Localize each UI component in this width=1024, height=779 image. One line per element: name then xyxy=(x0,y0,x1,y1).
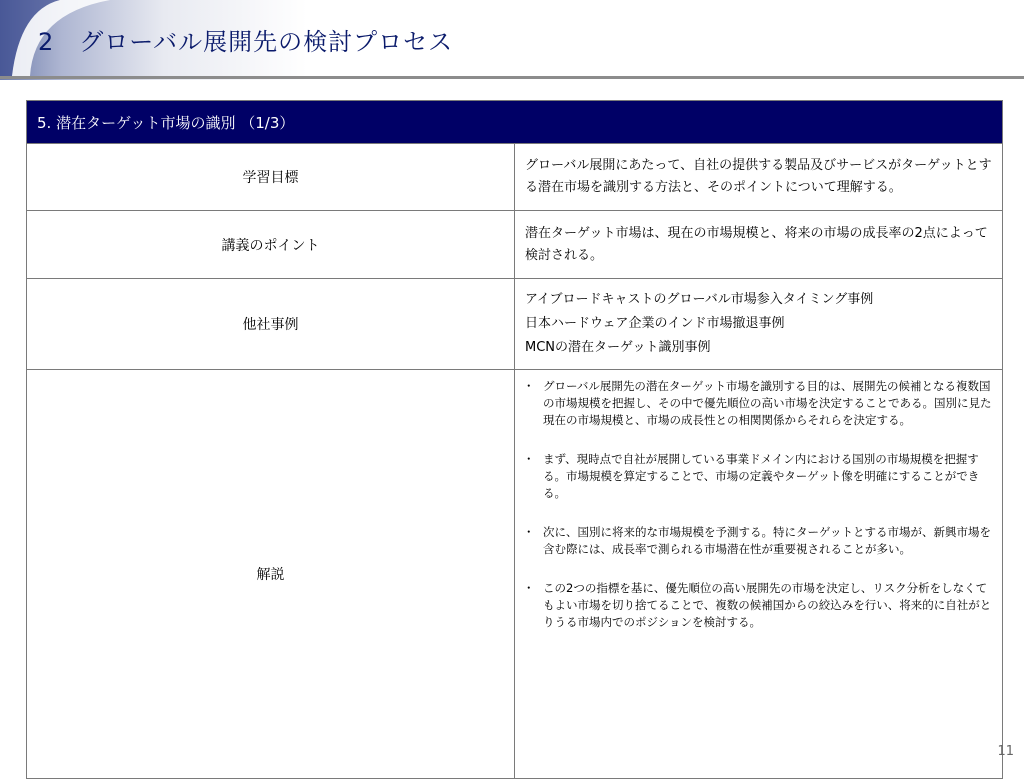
goal-text: グローバル展開にあたって、自社の提供する製品及びサービスがターゲットとする潜在市場を識別する方法と、そのポイントについて理解する。 xyxy=(515,144,1003,211)
explain-text: 次に、国別に将来的な市場規模を予測する。特にターゲットとする市場が、新興市場を含む際には、成長率で測られる市場潜在性が重要視されることが多い。 xyxy=(543,525,992,556)
content-table xyxy=(26,100,1003,779)
table-row-cases xyxy=(27,279,1003,370)
bullet-mark: ・ xyxy=(523,525,535,539)
point-text: 潜在ターゲット市場は、現在の市場規模と、将来の市場の成長率の2点によって検討される。 xyxy=(515,211,1003,279)
explain-text: グローバル展開先の潜在ターゲット市場を識別する目的は、展開先の候補となる複数国の市場規模を把握し、その中で優先順位の高い市場を決定することである。国別に見た現在の市場規模と、市場の成長性との相関関係からそれらを決定する。 xyxy=(543,379,992,427)
slide-title: 2 グローバル展開先の検討プロセス xyxy=(38,28,454,56)
page-number: 11 xyxy=(997,744,1014,759)
table-row-goal xyxy=(27,144,1003,211)
section-heading: 5. 潜在ターゲット市場の識別 （1/3） xyxy=(27,101,1003,144)
explain-text: この2つの指標を基に、優先順位の高い展開先の市場を決定し、リスク分析をしなくてもよい市場を切り捨てることで、複数の候補国からの絞込みを行い、将来的に自社がとりうる市場内でのポジションを検討する。 xyxy=(543,581,992,629)
case-item: MCNの潜在ターゲット識別事例 xyxy=(525,340,711,355)
explain-text: まず、現時点で自社が展開している事業ドメイン内における国別の市場規模を把握する。市場規模を算定することで、市場の定義やターゲット像を明確にすることができる。 xyxy=(543,452,980,500)
explain-item xyxy=(523,451,992,502)
explain-item xyxy=(523,524,992,558)
cases-list xyxy=(515,279,1003,370)
point-label: 講義のポイント xyxy=(27,211,515,279)
case-item: アイブロードキャストのグローバル市場参入タイミング事例 xyxy=(525,292,874,307)
table-row-explain xyxy=(27,370,1003,779)
explain-list xyxy=(515,370,1003,779)
cases-label: 他社事例 xyxy=(27,279,515,370)
table-row-point xyxy=(27,211,1003,279)
explain-item xyxy=(523,580,992,631)
bullet-mark: ・ xyxy=(523,581,535,595)
explain-item xyxy=(523,378,992,429)
case-item: 日本ハードウェア企業のインド市場撤退事例 xyxy=(525,316,785,331)
bullet-mark: ・ xyxy=(523,379,535,393)
bullet-mark: ・ xyxy=(523,452,535,466)
header-divider xyxy=(0,76,1024,79)
explain-label: 解説 xyxy=(27,370,515,779)
goal-label: 学習目標 xyxy=(27,144,515,211)
